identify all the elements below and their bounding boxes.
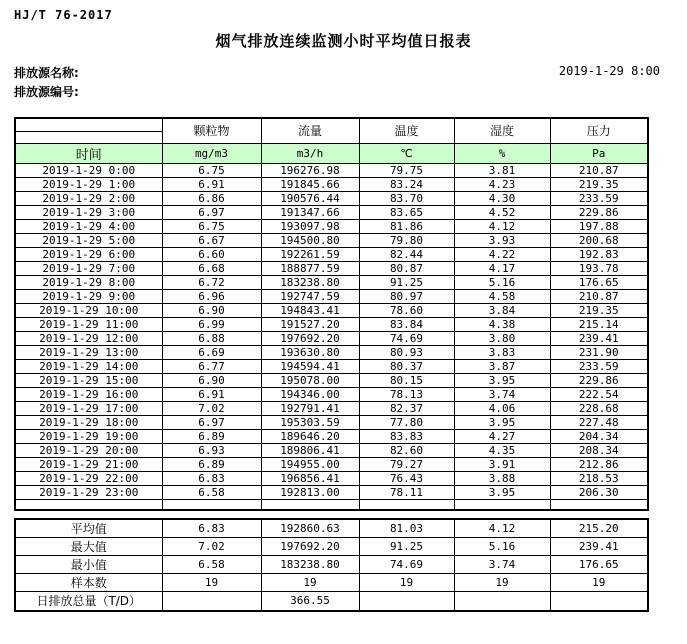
time-cell: 2019-1-29 23:00 bbox=[15, 485, 162, 499]
table-row bbox=[15, 317, 648, 331]
value-cell: 83.65 bbox=[359, 205, 454, 219]
value-cell: 78.60 bbox=[359, 303, 454, 317]
value-cell: 19 bbox=[454, 574, 550, 592]
time-cell: 2019-1-29 7:00 bbox=[15, 261, 162, 275]
value-cell: 228.68 bbox=[550, 401, 648, 415]
value-cell: 3.81 bbox=[454, 163, 550, 177]
time-cell: 2019-1-29 1:00 bbox=[15, 177, 162, 191]
value-cell: 74.69 bbox=[359, 331, 454, 345]
value-cell: 83.84 bbox=[359, 317, 454, 331]
value-cell: 5.16 bbox=[454, 275, 550, 289]
doc-standard-code: HJ/T 76-2017 bbox=[14, 8, 113, 22]
value-cell: 215.14 bbox=[550, 317, 648, 331]
time-cell: 2019-1-29 2:00 bbox=[15, 191, 162, 205]
table-row bbox=[15, 261, 648, 275]
value-cell: 189646.20 bbox=[261, 429, 359, 443]
time-cell: 2019-1-29 17:00 bbox=[15, 401, 162, 415]
table-row bbox=[15, 219, 648, 233]
label-cell: 平均值 bbox=[15, 519, 162, 538]
unit-pressure: Pa bbox=[550, 143, 648, 163]
value-cell: 6.69 bbox=[162, 345, 261, 359]
value-cell: 82.37 bbox=[359, 401, 454, 415]
value-cell: 4.06 bbox=[454, 401, 550, 415]
column-header-temperature: 温度 bbox=[359, 118, 454, 143]
summary-table-body bbox=[15, 519, 648, 611]
value-cell: 208.34 bbox=[550, 443, 648, 457]
value-cell: 6.72 bbox=[162, 275, 261, 289]
value-cell: 74.69 bbox=[359, 556, 454, 574]
table-row bbox=[15, 373, 648, 387]
value-cell: 229.86 bbox=[550, 205, 648, 219]
value-cell: 239.41 bbox=[550, 538, 648, 556]
column-header-particulate: 颗粒物 bbox=[162, 118, 261, 143]
time-cell: 2019-1-29 10:00 bbox=[15, 303, 162, 317]
value-cell: 197692.20 bbox=[261, 538, 359, 556]
value-cell: 192.83 bbox=[550, 247, 648, 261]
value-cell: 192747.59 bbox=[261, 289, 359, 303]
time-cell: 2019-1-29 5:00 bbox=[15, 233, 162, 247]
value-cell: 91.25 bbox=[359, 538, 454, 556]
table-row bbox=[15, 443, 648, 457]
time-cell: 2019-1-29 11:00 bbox=[15, 317, 162, 331]
value-cell: 4.35 bbox=[454, 443, 550, 457]
time-cell: 2019-1-29 6:00 bbox=[15, 247, 162, 261]
value-cell: 6.77 bbox=[162, 359, 261, 373]
value-cell: 5.16 bbox=[454, 538, 550, 556]
label-cell: 最大值 bbox=[15, 538, 162, 556]
value-cell: 218.53 bbox=[550, 471, 648, 485]
value-cell: 7.02 bbox=[162, 538, 261, 556]
value-cell: 233.59 bbox=[550, 359, 648, 373]
value-cell: 4.27 bbox=[454, 429, 550, 443]
value-cell: 222.54 bbox=[550, 387, 648, 401]
value-cell: 7.02 bbox=[162, 401, 261, 415]
value-cell: 6.75 bbox=[162, 219, 261, 233]
value-cell: 6.91 bbox=[162, 387, 261, 401]
value-cell: 191347.66 bbox=[261, 205, 359, 219]
source-code-label: 排放源编号: bbox=[14, 85, 79, 99]
source-name-label: 排放源名称: bbox=[14, 66, 79, 80]
time-cell: 2019-1-29 0:00 bbox=[15, 163, 162, 177]
value-cell: 194843.41 bbox=[261, 303, 359, 317]
value-cell: 77.80 bbox=[359, 415, 454, 429]
blank-cell bbox=[15, 499, 162, 510]
unit-flow: m3/h bbox=[261, 143, 359, 163]
time-cell: 2019-1-29 18:00 bbox=[15, 415, 162, 429]
value-cell: 215.20 bbox=[550, 519, 648, 538]
value-cell: 79.80 bbox=[359, 233, 454, 247]
table-row bbox=[15, 574, 648, 592]
table-row bbox=[15, 163, 648, 177]
value-cell: 4.17 bbox=[454, 261, 550, 275]
unit-particulate: mg/m3 bbox=[162, 143, 261, 163]
time-cell: 2019-1-29 19:00 bbox=[15, 429, 162, 443]
value-cell: 6.89 bbox=[162, 429, 261, 443]
table-row bbox=[15, 177, 648, 191]
time-column-header: 时间 bbox=[15, 143, 162, 163]
blank-header-cell bbox=[15, 118, 162, 131]
value-cell: 19 bbox=[550, 574, 648, 592]
value-cell: 83.70 bbox=[359, 191, 454, 205]
value-cell: 3.87 bbox=[454, 359, 550, 373]
value-cell: 366.55 bbox=[261, 592, 359, 611]
value-cell: 219.35 bbox=[550, 303, 648, 317]
value-cell: 231.90 bbox=[550, 345, 648, 359]
value-cell: 6.75 bbox=[162, 163, 261, 177]
unit-temperature: ℃ bbox=[359, 143, 454, 163]
value-cell: 4.58 bbox=[454, 289, 550, 303]
value-cell: 4.12 bbox=[454, 519, 550, 538]
table-row bbox=[15, 205, 648, 219]
value-cell: 6.83 bbox=[162, 519, 261, 538]
value-cell: 4.30 bbox=[454, 191, 550, 205]
value-cell: 210.87 bbox=[550, 163, 648, 177]
value-cell: 3.84 bbox=[454, 303, 550, 317]
value-cell: 193.78 bbox=[550, 261, 648, 275]
value-cell: 76.43 bbox=[359, 471, 454, 485]
value-cell: 81.03 bbox=[359, 519, 454, 538]
value-cell: 229.86 bbox=[550, 373, 648, 387]
value-cell: 6.88 bbox=[162, 331, 261, 345]
value-cell: 196276.98 bbox=[261, 163, 359, 177]
value-cell: 6.83 bbox=[162, 471, 261, 485]
time-cell: 2019-1-29 13:00 bbox=[15, 345, 162, 359]
unit-row bbox=[15, 143, 648, 163]
time-cell: 2019-1-29 8:00 bbox=[15, 275, 162, 289]
value-cell: 79.75 bbox=[359, 163, 454, 177]
value-cell: 78.11 bbox=[359, 485, 454, 499]
value-cell: 192813.00 bbox=[261, 485, 359, 499]
time-cell: 2019-1-29 4:00 bbox=[15, 219, 162, 233]
time-cell: 2019-1-29 20:00 bbox=[15, 443, 162, 457]
hourly-data-table bbox=[14, 117, 649, 511]
value-cell: 188877.59 bbox=[261, 261, 359, 275]
value-cell: 6.90 bbox=[162, 373, 261, 387]
label-cell: 样本数 bbox=[15, 574, 162, 592]
table-row bbox=[15, 345, 648, 359]
blank-cell bbox=[454, 499, 550, 510]
table-row bbox=[15, 471, 648, 485]
value-cell: 191845.66 bbox=[261, 177, 359, 191]
table-row bbox=[15, 289, 648, 303]
value-cell: 6.97 bbox=[162, 205, 261, 219]
report-datetime: 2019-1-29 8:00 bbox=[558, 64, 660, 78]
value-cell: 3.80 bbox=[454, 331, 550, 345]
value-cell: 197692.20 bbox=[261, 331, 359, 345]
column-header-flow: 流量 bbox=[261, 118, 359, 143]
value-cell: 192860.63 bbox=[261, 519, 359, 538]
table-row bbox=[15, 538, 648, 556]
blank-cell bbox=[261, 499, 359, 510]
value-cell bbox=[359, 592, 454, 611]
page-title: 烟气排放连续监测小时平均值日报表 bbox=[215, 32, 472, 50]
value-cell: 80.93 bbox=[359, 345, 454, 359]
value-cell: 227.48 bbox=[550, 415, 648, 429]
value-cell: 80.15 bbox=[359, 373, 454, 387]
value-cell: 6.93 bbox=[162, 443, 261, 457]
column-header-humidity: 湿度 bbox=[454, 118, 550, 143]
value-cell: 6.90 bbox=[162, 303, 261, 317]
value-cell: 6.89 bbox=[162, 457, 261, 471]
value-cell: 176.65 bbox=[550, 275, 648, 289]
table-row bbox=[15, 233, 648, 247]
label-cell: 最小值 bbox=[15, 556, 162, 574]
value-cell: 189806.41 bbox=[261, 443, 359, 457]
value-cell: 4.12 bbox=[454, 219, 550, 233]
value-cell: 190576.44 bbox=[261, 191, 359, 205]
value-cell: 6.91 bbox=[162, 177, 261, 191]
label-cell: 日排放总量（T/D） bbox=[15, 592, 162, 611]
value-cell: 3.95 bbox=[454, 485, 550, 499]
value-cell: 239.41 bbox=[550, 331, 648, 345]
value-cell: 194594.41 bbox=[261, 359, 359, 373]
main-table-body bbox=[15, 163, 648, 510]
unit-humidity: % bbox=[454, 143, 550, 163]
time-cell: 2019-1-29 15:00 bbox=[15, 373, 162, 387]
value-cell: 3.74 bbox=[454, 387, 550, 401]
spacer-row bbox=[15, 499, 648, 510]
value-cell: 183238.80 bbox=[261, 275, 359, 289]
value-cell: 3.88 bbox=[454, 471, 550, 485]
value-cell: 19 bbox=[261, 574, 359, 592]
value-cell: 6.60 bbox=[162, 247, 261, 261]
time-cell: 2019-1-29 21:00 bbox=[15, 457, 162, 471]
value-cell: 19 bbox=[359, 574, 454, 592]
value-cell: 195078.00 bbox=[261, 373, 359, 387]
time-cell: 2019-1-29 9:00 bbox=[15, 289, 162, 303]
value-cell: 78.13 bbox=[359, 387, 454, 401]
value-cell: 176.65 bbox=[550, 556, 648, 574]
value-cell: 4.38 bbox=[454, 317, 550, 331]
value-cell: 6.99 bbox=[162, 317, 261, 331]
value-cell: 83.83 bbox=[359, 429, 454, 443]
value-cell: 212.86 bbox=[550, 457, 648, 471]
value-cell: 3.95 bbox=[454, 373, 550, 387]
value-cell: 82.44 bbox=[359, 247, 454, 261]
value-cell: 6.68 bbox=[162, 261, 261, 275]
value-cell: 80.87 bbox=[359, 261, 454, 275]
table-row bbox=[15, 429, 648, 443]
value-cell: 19 bbox=[162, 574, 261, 592]
value-cell: 192791.41 bbox=[261, 401, 359, 415]
summary-table bbox=[14, 518, 649, 612]
value-cell: 6.58 bbox=[162, 485, 261, 499]
value-cell bbox=[454, 592, 550, 611]
value-cell: 191527.20 bbox=[261, 317, 359, 331]
value-cell: 4.23 bbox=[454, 177, 550, 191]
value-cell: 200.68 bbox=[550, 233, 648, 247]
value-cell bbox=[162, 592, 261, 611]
value-cell: 6.97 bbox=[162, 415, 261, 429]
value-cell: 206.30 bbox=[550, 485, 648, 499]
table-row bbox=[15, 415, 648, 429]
time-cell: 2019-1-29 3:00 bbox=[15, 205, 162, 219]
table-row bbox=[15, 359, 648, 373]
column-header-pressure: 压力 bbox=[550, 118, 648, 143]
blank-cell bbox=[550, 499, 648, 510]
value-cell: 196856.41 bbox=[261, 471, 359, 485]
value-cell: 219.35 bbox=[550, 177, 648, 191]
table-row bbox=[15, 485, 648, 499]
table-row bbox=[15, 275, 648, 289]
table-row bbox=[15, 191, 648, 205]
value-cell: 195303.59 bbox=[261, 415, 359, 429]
value-cell: 80.97 bbox=[359, 289, 454, 303]
table-row bbox=[15, 401, 648, 415]
time-cell: 2019-1-29 16:00 bbox=[15, 387, 162, 401]
value-cell: 6.86 bbox=[162, 191, 261, 205]
time-cell: 2019-1-29 12:00 bbox=[15, 331, 162, 345]
table-row bbox=[15, 556, 648, 574]
value-cell: 79.27 bbox=[359, 457, 454, 471]
time-cell: 2019-1-29 22:00 bbox=[15, 471, 162, 485]
value-cell: 4.22 bbox=[454, 247, 550, 261]
value-cell: 233.59 bbox=[550, 191, 648, 205]
value-cell: 197.88 bbox=[550, 219, 648, 233]
header-row-1 bbox=[15, 118, 648, 131]
table-row bbox=[15, 303, 648, 317]
value-cell: 82.60 bbox=[359, 443, 454, 457]
value-cell: 3.91 bbox=[454, 457, 550, 471]
table-row bbox=[15, 247, 648, 261]
value-cell: 193630.80 bbox=[261, 345, 359, 359]
value-cell: 83.24 bbox=[359, 177, 454, 191]
value-cell bbox=[550, 592, 648, 611]
value-cell: 3.95 bbox=[454, 415, 550, 429]
value-cell: 4.52 bbox=[454, 205, 550, 219]
value-cell: 210.87 bbox=[550, 289, 648, 303]
value-cell: 194346.00 bbox=[261, 387, 359, 401]
value-cell: 3.93 bbox=[454, 233, 550, 247]
value-cell: 192261.59 bbox=[261, 247, 359, 261]
value-cell: 183238.80 bbox=[261, 556, 359, 574]
blank-header-cell bbox=[15, 131, 162, 143]
value-cell: 6.58 bbox=[162, 556, 261, 574]
table-row bbox=[15, 331, 648, 345]
value-cell: 80.37 bbox=[359, 359, 454, 373]
value-cell: 81.86 bbox=[359, 219, 454, 233]
table-row bbox=[15, 387, 648, 401]
table-row bbox=[15, 519, 648, 538]
value-cell: 6.96 bbox=[162, 289, 261, 303]
value-cell: 91.25 bbox=[359, 275, 454, 289]
value-cell: 194955.00 bbox=[261, 457, 359, 471]
value-cell: 194500.80 bbox=[261, 233, 359, 247]
report-tables bbox=[14, 117, 647, 612]
value-cell: 6.67 bbox=[162, 233, 261, 247]
blank-cell bbox=[359, 499, 454, 510]
table-row bbox=[15, 592, 648, 611]
table-row bbox=[15, 457, 648, 471]
time-cell: 2019-1-29 14:00 bbox=[15, 359, 162, 373]
value-cell: 3.83 bbox=[454, 345, 550, 359]
value-cell: 204.34 bbox=[550, 429, 648, 443]
value-cell: 3.74 bbox=[454, 556, 550, 574]
blank-cell bbox=[162, 499, 261, 510]
value-cell: 193097.98 bbox=[261, 219, 359, 233]
